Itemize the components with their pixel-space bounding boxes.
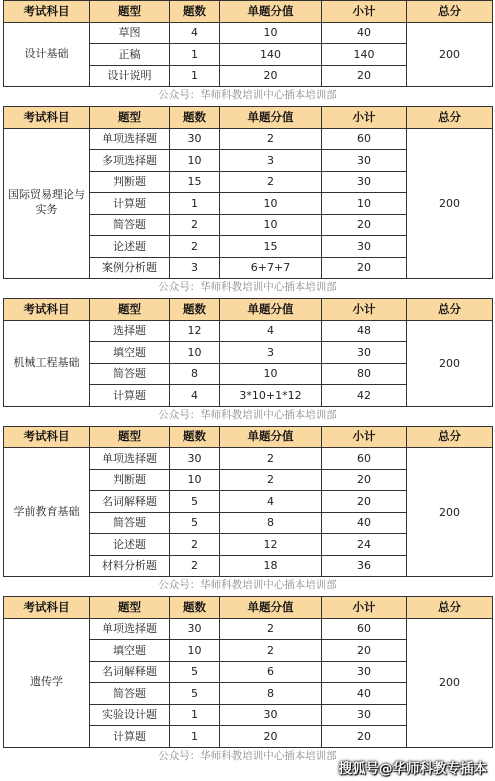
type-cell: 判断题: [90, 469, 170, 491]
score-cell: 10: [220, 214, 322, 236]
count-cell: 15: [170, 171, 220, 193]
subject-cell: 机械工程基础: [4, 320, 90, 406]
score-cell: 10: [220, 22, 322, 44]
count-cell: 3: [170, 257, 220, 279]
count-cell: 30: [170, 618, 220, 640]
subtotal-cell: 30: [322, 342, 407, 364]
column-header-subject: 考试科目: [4, 107, 90, 129]
count-cell: 2: [170, 236, 220, 258]
subtotal-cell: 40: [322, 22, 407, 44]
column-header-type: 题型: [90, 1, 170, 23]
score-cell: 4: [220, 491, 322, 513]
subtotal-cell: 30: [322, 171, 407, 193]
table-row: [4, 618, 493, 640]
column-header-count: 题数: [170, 597, 220, 619]
type-cell: 简答题: [90, 214, 170, 236]
count-cell: 1: [170, 65, 220, 87]
header-row: [4, 597, 493, 619]
type-cell: 计算题: [90, 385, 170, 407]
subtotal-cell: 30: [322, 704, 407, 726]
type-cell: 计算题: [90, 726, 170, 748]
type-cell: 论述题: [90, 236, 170, 258]
subtotal-cell: 20: [322, 491, 407, 513]
count-cell: 5: [170, 661, 220, 683]
column-header-type: 题型: [90, 597, 170, 619]
column-header-subtotal: 小计: [322, 1, 407, 23]
caption-text: 公众号：华师科教培训中心插本培训部: [158, 281, 337, 293]
type-cell: 判断题: [90, 171, 170, 193]
column-header-subtotal: 小计: [322, 107, 407, 129]
caption-text: 公众号：华师科教培训中心插本培训部: [158, 749, 337, 762]
count-cell: 30: [170, 448, 220, 470]
column-header-count: 题数: [170, 426, 220, 448]
type-cell: 填空题: [90, 342, 170, 364]
column-header-total: 总分: [407, 299, 493, 321]
score-cell: 20: [220, 65, 322, 87]
subtotal-cell: 10: [322, 193, 407, 215]
type-cell: 选择题: [90, 320, 170, 342]
subtotal-cell: 40: [322, 683, 407, 705]
column-header-count: 题数: [170, 299, 220, 321]
type-cell: 单项选择题: [90, 128, 170, 150]
column-header-score: 单题分值: [220, 107, 322, 129]
score-cell: 8: [220, 683, 322, 705]
score-cell: 10: [220, 193, 322, 215]
type-cell: 实验设计题: [90, 704, 170, 726]
count-cell: 10: [170, 150, 220, 172]
count-cell: 5: [170, 683, 220, 705]
table-row: [4, 320, 493, 342]
subtotal-cell: 30: [322, 661, 407, 683]
column-header-count: 题数: [170, 1, 220, 23]
type-cell: 草图: [90, 22, 170, 44]
count-cell: 5: [170, 512, 220, 534]
column-header-total: 总分: [407, 107, 493, 129]
subject-cell: 国际贸易理论与实务: [4, 128, 90, 279]
caption-text: 公众号：华师科教培训中心插本培训部: [158, 89, 337, 101]
column-header-subtotal: 小计: [322, 299, 407, 321]
total-cell: 200: [407, 320, 493, 406]
score-cell: 2: [220, 618, 322, 640]
type-cell: 填空题: [90, 640, 170, 662]
exam-table: [3, 596, 493, 748]
score-cell: 8: [220, 512, 322, 534]
type-cell: 正稿: [90, 44, 170, 66]
type-cell: 单项选择题: [90, 448, 170, 470]
subtotal-cell: 36: [322, 555, 407, 577]
table-row: [4, 448, 493, 470]
count-cell: 2: [170, 214, 220, 236]
score-cell: 140: [220, 44, 322, 66]
table-row: [4, 128, 493, 150]
total-cell: 200: [407, 128, 493, 279]
count-cell: 1: [170, 193, 220, 215]
column-header-subject: 考试科目: [4, 1, 90, 23]
type-cell: 名词解释题: [90, 491, 170, 513]
subtotal-cell: 20: [322, 469, 407, 491]
type-cell: 单项选择题: [90, 618, 170, 640]
type-cell: 名词解释题: [90, 661, 170, 683]
column-header-subject: 考试科目: [4, 597, 90, 619]
subtotal-cell: 48: [322, 320, 407, 342]
type-cell: 计算题: [90, 193, 170, 215]
score-cell: 18: [220, 555, 322, 577]
type-cell: 设计说明: [90, 65, 170, 87]
subtotal-cell: 20: [322, 640, 407, 662]
exam-table: [3, 426, 493, 578]
header-row: [4, 1, 493, 23]
column-header-score: 单题分值: [220, 1, 322, 23]
subtotal-cell: 140: [322, 44, 407, 66]
score-cell: 12: [220, 534, 322, 556]
column-header-score: 单题分值: [220, 426, 322, 448]
watermark-text: 搜狐号@华师科教专插本: [338, 761, 487, 777]
count-cell: 5: [170, 491, 220, 513]
header-row: [4, 107, 493, 129]
header-row: [4, 299, 493, 321]
score-cell: 3: [220, 342, 322, 364]
score-cell: 2: [220, 448, 322, 470]
subtotal-cell: 30: [322, 150, 407, 172]
subtotal-cell: 30: [322, 236, 407, 258]
score-cell: 2: [220, 640, 322, 662]
column-header-type: 题型: [90, 426, 170, 448]
subject-cell: 学前教育基础: [4, 448, 90, 577]
column-header-total: 总分: [407, 1, 493, 23]
score-cell: 3: [220, 150, 322, 172]
exam-table: [3, 298, 493, 407]
subtotal-cell: 60: [322, 128, 407, 150]
score-cell: 2: [220, 171, 322, 193]
caption-text: 公众号：华师科教培训中心插本培训部: [158, 579, 337, 591]
subtotal-cell: 20: [322, 214, 407, 236]
type-cell: 简答题: [90, 363, 170, 385]
header-row: [4, 426, 493, 448]
count-cell: 8: [170, 363, 220, 385]
exam-table: [3, 0, 493, 87]
total-cell: 200: [407, 618, 493, 747]
total-cell: 200: [407, 448, 493, 577]
subtotal-cell: 80: [322, 363, 407, 385]
column-header-score: 单题分值: [220, 597, 322, 619]
type-cell: 论述题: [90, 534, 170, 556]
score-cell: 6+7+7: [220, 257, 322, 279]
type-cell: 多项选择题: [90, 150, 170, 172]
score-cell: 2: [220, 469, 322, 491]
count-cell: 10: [170, 342, 220, 364]
column-header-type: 题型: [90, 299, 170, 321]
column-header-subject: 考试科目: [4, 299, 90, 321]
type-cell: 简答题: [90, 512, 170, 534]
count-cell: 2: [170, 534, 220, 556]
type-cell: 案例分析题: [90, 257, 170, 279]
score-cell: 3*10+1*12: [220, 385, 322, 407]
count-cell: 10: [170, 469, 220, 491]
score-cell: 30: [220, 704, 322, 726]
count-cell: 1: [170, 726, 220, 748]
score-cell: 20: [220, 726, 322, 748]
subject-cell: 设计基础: [4, 22, 90, 87]
column-header-subject: 考试科目: [4, 426, 90, 448]
score-cell: 15: [220, 236, 322, 258]
score-cell: 4: [220, 320, 322, 342]
count-cell: 4: [170, 22, 220, 44]
count-cell: 1: [170, 704, 220, 726]
count-cell: 10: [170, 640, 220, 662]
column-header-subtotal: 小计: [322, 426, 407, 448]
exam-table: [3, 106, 493, 279]
score-cell: 2: [220, 128, 322, 150]
count-cell: 30: [170, 128, 220, 150]
type-cell: 简答题: [90, 683, 170, 705]
count-cell: 12: [170, 320, 220, 342]
score-cell: 10: [220, 363, 322, 385]
caption-text: 公众号：华师科教培训中心插本培训部: [158, 408, 337, 421]
subtotal-cell: 24: [322, 534, 407, 556]
score-cell: 6: [220, 661, 322, 683]
subject-cell: 遗传学: [4, 618, 90, 747]
subtotal-cell: 60: [322, 618, 407, 640]
column-header-subtotal: 小计: [322, 597, 407, 619]
count-cell: 2: [170, 555, 220, 577]
subtotal-cell: 20: [322, 257, 407, 279]
column-header-type: 题型: [90, 107, 170, 129]
total-cell: 200: [407, 22, 493, 87]
subtotal-cell: 20: [322, 726, 407, 748]
subtotal-cell: 40: [322, 512, 407, 534]
count-cell: 4: [170, 385, 220, 407]
column-header-total: 总分: [407, 597, 493, 619]
count-cell: 1: [170, 44, 220, 66]
column-header-total: 总分: [407, 426, 493, 448]
type-cell: 材料分析题: [90, 555, 170, 577]
subtotal-cell: 42: [322, 385, 407, 407]
subtotal-cell: 20: [322, 65, 407, 87]
table-row: [4, 22, 493, 44]
subtotal-cell: 60: [322, 448, 407, 470]
column-header-count: 题数: [170, 107, 220, 129]
column-header-score: 单题分值: [220, 299, 322, 321]
